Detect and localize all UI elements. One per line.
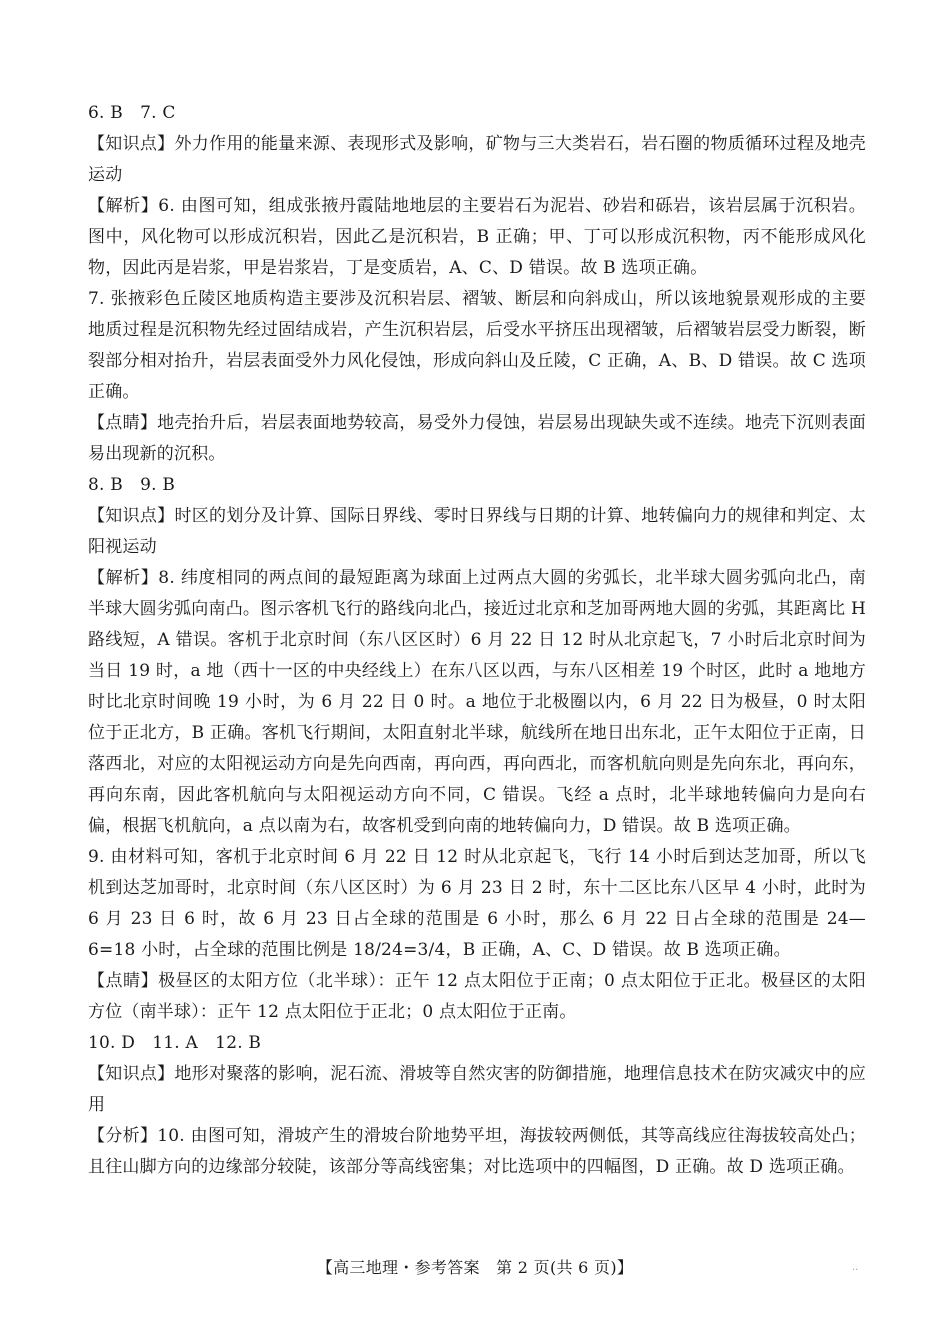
analysis-8: 【解析】8. 纬度相同的两点间的最短距离为球面上过两点大圆的劣弧长，北半球大圆劣弧向北凸，南半球大圆劣弧向南凸。图示客机飞行的路线向北凸，接近过北京和芝加哥两地大圆的劣弧，其距离比 H 路线短，A 错误。客机于北京时间（东八区区时）6 月 22 日 12 时从北京起飞，7 小时后北京时间为当日 19 时，a 地（西十一区的中央经线上）在东八区以西，与东八区相差 19 个时区，此时 a 地地方时比北京时间晚 19 小时，为 6 月 22 日 0 时。a 地位于北极圈以内，6 月 22 日为极昼，0 时太阳位于正北方，B 正确。客机飞行期间，太阳直射北半球，航线所在地日出东北，正午太阳位于正南，日落西北，对应的太阳视运动方向是先向西南，再向西，再向西北，而客机航向则是先向东北，再向东，再向东南，因此客机航向与太阳视运动方向不同，C 错误。飞经 a 点时，北半球地转偏向力是向右偏，根据飞机航向，a 点以南为右，故客机受到向南的地转偏向力，D 错误。故 B 选项正确。 <box>88 568 866 836</box>
corner-mark-dots: .. <box>852 1262 859 1273</box>
analysis-9: 9. 由材料可知，客机于北京时间 6 月 22 日 12 时从北京起飞，飞行 14 小时后到达芝加哥，所以飞机到达芝加哥时，北京时间（东八区区时）为 6 月 23 日 2 时，东十二区比东八区早 4 小时，此时为 6 月 23 日 6 时，故 6 月 23 日占全球的范围是 6 小时，那么 6 月 22 日占全球的范围是 24—6=18 小时，占全球的范围比例是 18/24=3/4，B 正确，A、C、D 错误。故 B 选项正确。 <box>88 847 866 960</box>
highlight-6-7: 【点睛】地壳抬升后，岩层表面地势较高，易受外力侵蚀，岩层易出现缺失或不连续。地壳下沉则表面易出现新的沉积。 <box>88 413 866 464</box>
analysis-6: 【解析】6. 由图可知，组成张掖丹霞陆地地层的主要岩石为泥岩、砂岩和砾岩，该岩层属于沉积岩。图中，风化物可以形成沉积岩，因此乙是沉积岩，B 正确；甲、丁可以形成沉积物，丙不能形成风化物，因此丙是岩浆，甲是岩浆岩，丁是变质岩，A、C、D 错误。故 B 选项正确。 <box>88 196 866 278</box>
knowledge-points-10-12: 【知识点】地形对聚落的影响，泥石流、滑坡等自然灾害的防御措施，地理信息技术在防灾减灾中的应用 <box>88 1064 866 1115</box>
answer-line-8-9: 8. B 9. B <box>88 475 176 495</box>
highlight-8-9: 【点睛】极昼区的太阳方位（北半球）：正午 12 点太阳位于正南；0 点太阳位于正北。极昼区的太阳方位（南半球）：正午 12 点太阳位于正北；0 点太阳位于正南。 <box>88 971 866 1022</box>
page-footer: 【高三地理・参考答案 第 2 页(共 6 页)】 <box>316 1258 634 1277</box>
knowledge-points-6-7: 【知识点】外力作用的能量来源、表现形式及影响，矿物与三大类岩石，岩石圈的物质循环过程及地壳运动 <box>88 134 866 185</box>
knowledge-points-8-9: 【知识点】时区的划分及计算、国际日界线、零时日界线与日期的计算、地转偏向力的规律和判定、太阳视运动 <box>88 506 866 557</box>
answer-line-6-7: 6. B 7. C <box>88 103 176 123</box>
analysis-7: 7. 张掖彩色丘陵区地质构造主要涉及沉积岩层、褶皱、断层和向斜成山，所以该地貌景观形成的主要地质过程是沉积物先经过固结成岩，产生沉积岩层，后受水平挤压出现褶皱，后褶皱岩层受力断裂，断裂部分相对抬升，岩层表面受外力风化侵蚀，形成向斜山及丘陵，C 正确，A、B、D 错误。故 C 选项正确。 <box>88 289 866 402</box>
answer-content <box>88 98 866 1183</box>
answer-line-10-12: 10. D 11. A 12. B <box>88 1033 262 1053</box>
analysis-10: 【分析】10. 由图可知，滑坡产生的滑坡台阶地势平坦，海拔较两侧低，其等高线应往海拔较高处凸；且往山脚方向的边缘部分较陡，该部分等高线密集；对比选项中的四幅图，D 正确。故 D 选项正确。 <box>88 1126 866 1177</box>
